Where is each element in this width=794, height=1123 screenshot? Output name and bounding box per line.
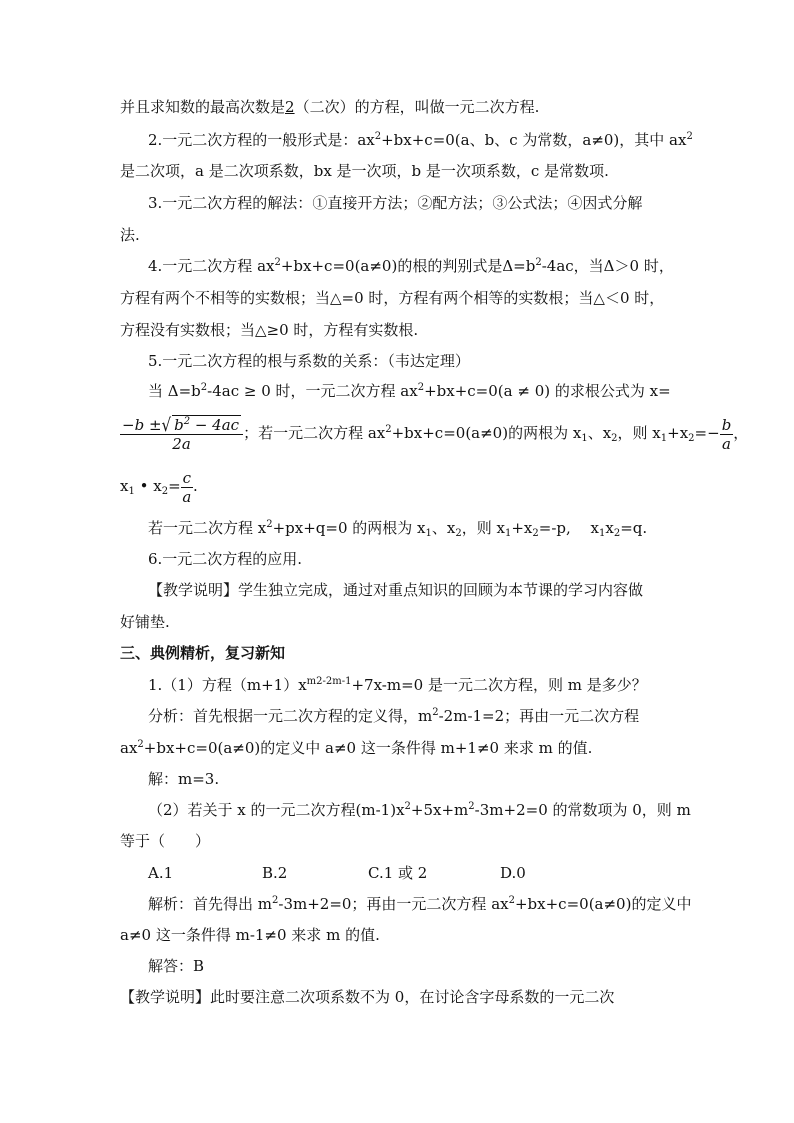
paragraph-discriminant-cont2	[120, 320, 680, 340]
example-2-analysis-cont	[120, 925, 680, 945]
text: +7x-m=0 是一元二次方程，则 m 是多少？	[351, 676, 647, 694]
subscript: 1	[599, 528, 606, 539]
superscript: 2	[404, 801, 411, 812]
paragraph-solving-methods	[148, 193, 708, 213]
text: 【教学说明】此时要注意二次项系数不为 0，在讨论含字母系数的一元二次	[120, 988, 615, 1006]
option-d: D.0	[500, 864, 526, 882]
paragraph-applications	[148, 549, 708, 569]
text: a≠0 这一条件得 m-1≠0 来求 m 的值.	[120, 926, 380, 944]
text: 解：m=3.	[148, 770, 220, 788]
paragraph-general-form	[148, 130, 708, 150]
example-2-answer	[148, 956, 708, 976]
paragraph-teaching-note	[148, 580, 708, 600]
text: 解析：首先得出 m	[148, 895, 272, 913]
example-1-solution	[148, 769, 708, 789]
text: -3m+2=0 的常数项为 0，则 m	[474, 801, 691, 819]
text: +x	[667, 424, 689, 442]
example-2-question-cont	[120, 831, 680, 851]
text: • x	[134, 477, 162, 495]
text: -3m+2=0；再由一元二次方程 ax	[278, 895, 509, 913]
text: .	[193, 477, 198, 495]
text: +5x+m	[410, 801, 469, 819]
text: -2m-1=2；再由一元二次方程	[438, 707, 640, 725]
text: 好铺垫.	[120, 613, 170, 631]
text: （二次）的方程，叫做一元二次方程.	[294, 98, 540, 116]
superscript: 2	[417, 382, 425, 393]
text: 解答：B	[148, 957, 205, 975]
text: 1.（1）方程（m+1）x	[148, 676, 307, 694]
radicand	[172, 415, 241, 434]
teaching-note-2	[120, 987, 680, 1007]
text: − 4ac	[190, 416, 240, 434]
fraction-denominator: 2a	[172, 435, 191, 453]
superscript: 2	[272, 895, 279, 906]
subscript: 1	[425, 528, 432, 539]
text: +bx+c=0(a≠0)的定义中 a≠0 这一条件得 m+1≠0 来求 m 的值.	[143, 739, 593, 757]
text: +bx+c=0(a ≠ 0) 的求根公式为 x=	[424, 382, 671, 400]
option-c: C.1 或 2	[368, 864, 428, 882]
superscript: 2	[183, 416, 191, 427]
text: b	[174, 416, 184, 434]
paragraph-solving-methods-cont	[120, 225, 680, 245]
text: −b ±	[122, 416, 162, 434]
example-1-question	[148, 675, 708, 695]
paragraph-vieta-heading	[148, 351, 708, 371]
subscript: 1	[128, 486, 135, 497]
text: 并且求知数的最高次数是	[120, 98, 286, 116]
subscript: 2	[161, 486, 169, 497]
superscript: 2	[200, 382, 208, 393]
text: 法.	[120, 226, 140, 244]
text: 三、典例精析，复习新知	[120, 644, 286, 662]
example-1-analysis	[148, 706, 708, 726]
superscript: 2	[508, 895, 515, 906]
text: =-p, x	[538, 519, 600, 537]
text: 、x	[431, 519, 456, 537]
text: 3.一元二次方程的解法：①直接开方法；②配方法；③公式法；④因式分解	[148, 194, 643, 212]
superscript: 2	[137, 739, 144, 750]
text: =q.	[620, 519, 648, 537]
text: x	[120, 477, 129, 495]
text: +px+q=0 的两根为 x	[272, 519, 426, 537]
quadratic-formula-fraction	[120, 415, 243, 453]
text: 【教学说明】学生独立完成，通过对重点知识的回顾为本节课的学习内容做	[148, 581, 644, 599]
paragraph-general-form-cont	[120, 161, 680, 181]
option-b: B.2	[262, 864, 288, 882]
paragraph-definition	[120, 97, 680, 117]
text: 6.一元二次方程的应用.	[148, 550, 303, 568]
text: -4ac ≥ 0 时，一元二次方程 ax	[207, 382, 418, 400]
text: =	[168, 477, 181, 495]
text: ，	[733, 424, 749, 442]
text: -4ac，当Δ＞0 时，	[541, 257, 674, 275]
superscript: 2	[266, 519, 273, 530]
paragraph-monic-vieta	[148, 518, 708, 538]
fraction-numerator	[120, 415, 243, 435]
text: 当 Δ=b	[148, 382, 201, 400]
example-2-analysis	[148, 894, 708, 914]
subscript: 2	[532, 528, 539, 539]
sqrt-icon: √	[161, 414, 172, 436]
formula-line	[120, 410, 749, 456]
text: 若一元二次方程 x	[148, 519, 267, 537]
text: 2.一元二次方程的一般形式是：ax	[148, 131, 375, 149]
product-of-roots-line	[120, 466, 680, 506]
text: 是二次项，a 是二次项系数，bx 是一次项，b 是一次项系数，c 是常数项.	[120, 162, 609, 180]
section-heading	[120, 643, 680, 663]
superscript: 2	[385, 424, 392, 435]
text: ax	[120, 739, 138, 757]
text: 方程没有实数根；当△≥0 时，方程有实数根.	[120, 321, 419, 339]
text: ；若一元二次方程 ax	[243, 424, 386, 442]
text: 5.一元二次方程的根与系数的关系：（韦达定理）	[148, 352, 470, 370]
paragraph-teaching-note-cont	[120, 612, 680, 632]
fraction-c-over-a	[181, 469, 193, 506]
subscript: 2	[688, 433, 695, 444]
subscript: 1	[504, 528, 512, 539]
example-1-analysis-cont	[120, 738, 680, 758]
text: +bx+c=0(a、b、c 为常数，a≠0)，其中 ax	[381, 131, 687, 149]
paragraph-discriminant-cont	[120, 288, 680, 308]
text: 4.一元二次方程 ax	[148, 257, 275, 275]
fraction-denominator: a	[182, 487, 192, 506]
subscript: 1	[660, 433, 668, 444]
subscript: 2	[613, 528, 621, 539]
text: x	[605, 519, 614, 537]
text: 等于（ ）	[120, 832, 211, 850]
text: ，则 x	[617, 424, 661, 442]
superscript: 2	[274, 257, 281, 268]
subscript: 2	[455, 528, 462, 539]
text: （2）若关于 x 的一元二次方程(m-1)x	[148, 801, 405, 819]
text: 、x	[587, 424, 612, 442]
text: 方程有两个不相等的实数根；当△=0 时，方程有两个相等的实数根；当△＜0 时，	[120, 289, 665, 307]
superscript: 2	[374, 131, 382, 142]
paragraph-quadratic-formula	[148, 381, 708, 401]
superscript: 2	[535, 257, 542, 268]
option-a: A.1	[148, 864, 174, 882]
superscript: m2-2m-1	[306, 676, 352, 687]
text: +bx+c=0(a≠0)的根的判别式是Δ=b	[280, 257, 536, 275]
text: =−	[694, 424, 720, 442]
text: 分析：首先根据一元二次方程的定义得，m	[148, 707, 433, 725]
text: +x	[511, 519, 533, 537]
superscript: 2	[432, 707, 439, 718]
subscript: 1	[581, 433, 588, 444]
superscript: 2	[686, 131, 693, 142]
fraction-denominator: a	[722, 434, 731, 453]
superscript: 2	[468, 801, 475, 812]
text: +bx+c=0(a≠0)的定义中	[514, 895, 692, 913]
subscript: 2	[611, 433, 618, 444]
fraction-numerator: c	[182, 468, 192, 487]
paragraph-discriminant	[148, 256, 708, 276]
fraction-numerator: b	[721, 415, 732, 434]
text: ，则 x	[461, 519, 505, 537]
text: +bx+c=0(a≠0)的两根为 x	[391, 424, 582, 442]
example-2-question	[148, 800, 708, 820]
fraction-b-over-a	[720, 416, 734, 453]
underlined-answer: 2	[285, 98, 295, 116]
